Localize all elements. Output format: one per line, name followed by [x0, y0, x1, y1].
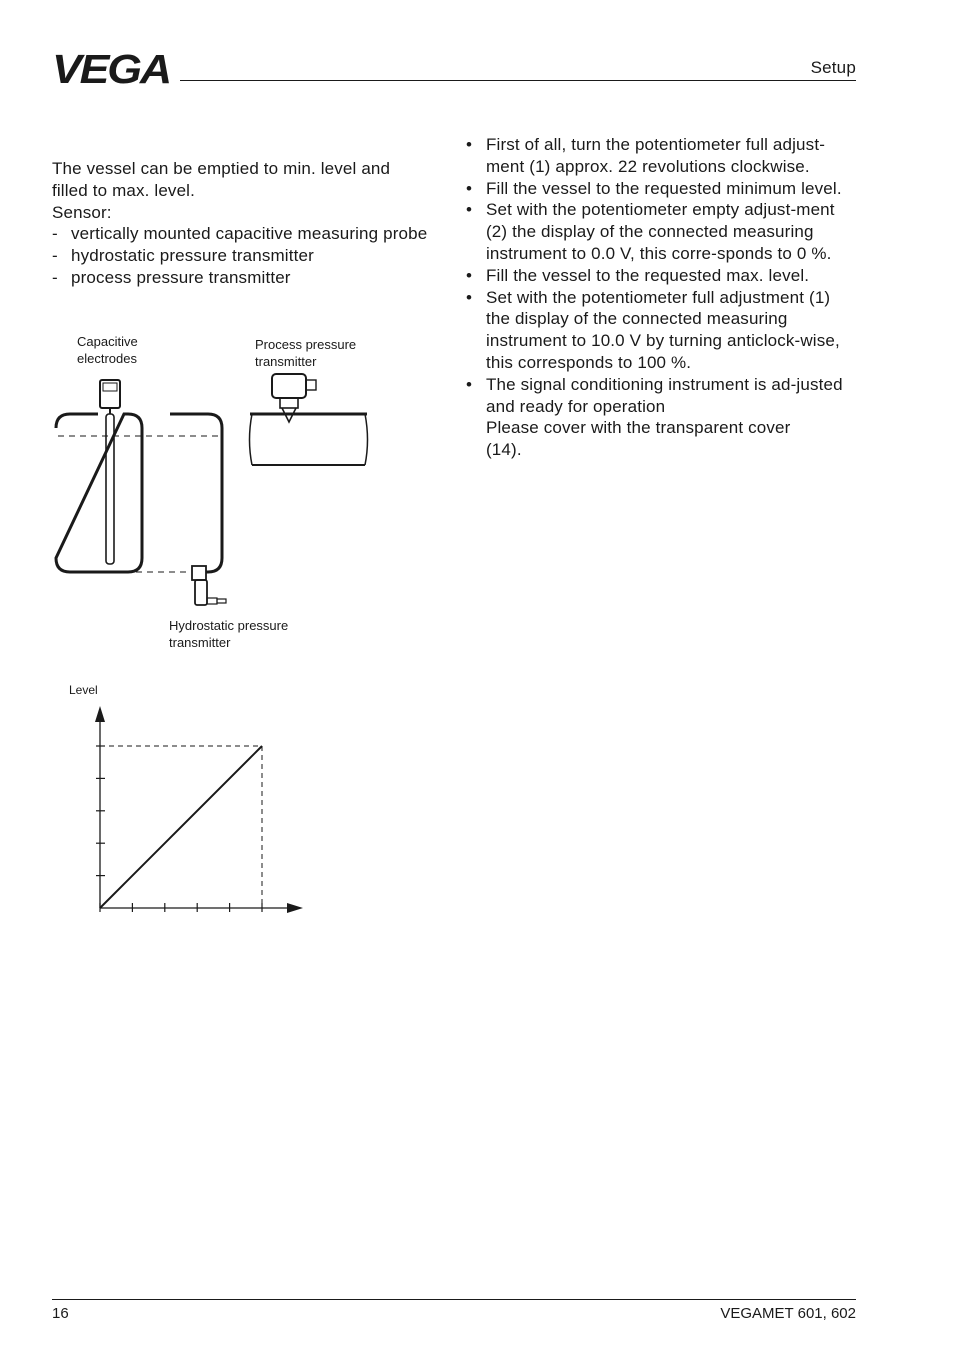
dash-marker: - — [52, 267, 58, 287]
sensor-item — [52, 223, 432, 245]
step-item — [466, 178, 858, 200]
step-text: Set with the potentiometer empty adjust-ment (2) the display of the connected measuring instrument to 0.0 V, this corre-sponds to 0 %. — [486, 200, 835, 263]
dash-marker: - — [52, 224, 58, 244]
bullet-marker: • — [466, 200, 473, 220]
vessel-outline — [56, 414, 142, 572]
intro-line-1: The vessel can be emptied to min. level and — [52, 159, 391, 178]
cover-line-1: Please cover with the transparent cover — [486, 418, 791, 438]
step-item — [466, 265, 858, 287]
intro-line-2: filled to max. level. — [52, 180, 195, 200]
document-title: VEGAMET 601, 602 — [720, 1305, 856, 1322]
sensor-item — [52, 245, 432, 267]
chart-canvas — [40, 680, 330, 930]
step-text: Set with the potentiometer full adjustment (1) the display of the connected measuring instrument to 10.0 V by turning anticlock-wise, this corresponds to 100 %. — [486, 287, 840, 372]
cover-line-2: (14). — [486, 440, 522, 460]
dash-marker: - — [52, 246, 58, 266]
logo-text: VEGA — [52, 50, 170, 86]
step-text: Fill the vessel to the requested max. level. — [486, 265, 810, 285]
step-item — [466, 199, 858, 264]
left-column — [52, 158, 432, 289]
step-item — [466, 287, 858, 374]
step-text: Fill the vessel to the requested minimum level. — [486, 178, 842, 198]
hydrostatic-label-line-1: Hydrostatic pressure — [169, 618, 289, 633]
vessel-right-wall — [206, 414, 222, 572]
level-chart — [40, 680, 330, 930]
capacitive-label-line-2: electrodes — [77, 351, 137, 366]
bullet-marker: • — [466, 287, 473, 307]
diagram-drawing — [40, 330, 380, 620]
footer-rule — [52, 1299, 856, 1300]
capacitive-label-line-1: Capacitive — [77, 334, 138, 349]
page-number: 16 — [52, 1305, 69, 1322]
sensor-diagram — [40, 330, 380, 660]
header-rule — [180, 80, 856, 81]
level-line — [100, 746, 262, 908]
hydrostatic-label — [169, 617, 288, 651]
bullet-marker: • — [466, 374, 473, 394]
sensor-label: Sensor: — [52, 202, 112, 222]
step-text: The signal conditioning instrument is ad-justed and ready for operation — [486, 374, 843, 416]
hydrostatic-label-line-2: transmitter — [169, 635, 231, 650]
step-item — [466, 374, 858, 461]
bullet-marker: • — [466, 135, 473, 154]
bullet-marker: • — [466, 265, 473, 285]
sensor-text: vertically mounted capacitive measuring probe — [71, 224, 428, 244]
sensor-text: process pressure transmitter — [71, 267, 291, 287]
bullet-marker: • — [466, 178, 473, 198]
y-axis-label: Level — [69, 683, 98, 697]
vega-logo — [52, 50, 172, 86]
section-title: Setup — [810, 58, 856, 77]
chart-marks — [100, 746, 262, 908]
process-label-line-1: Process pressure — [255, 337, 357, 352]
x-axis-arrow — [287, 903, 303, 913]
process-pipe — [250, 414, 368, 465]
sensor-text: hydrostatic pressure transmitter — [71, 246, 314, 266]
y-axis-arrow — [95, 706, 105, 722]
step-text: First of all, turn the potentiometer full adjust-ment (1) approx. 22 revolutions clockwise. — [486, 135, 825, 176]
step-item — [466, 134, 858, 178]
capacitive-probe — [100, 380, 120, 564]
sensor-item — [52, 267, 432, 289]
setup-steps — [466, 134, 858, 461]
process-label-line-2: transmitter — [255, 354, 317, 369]
